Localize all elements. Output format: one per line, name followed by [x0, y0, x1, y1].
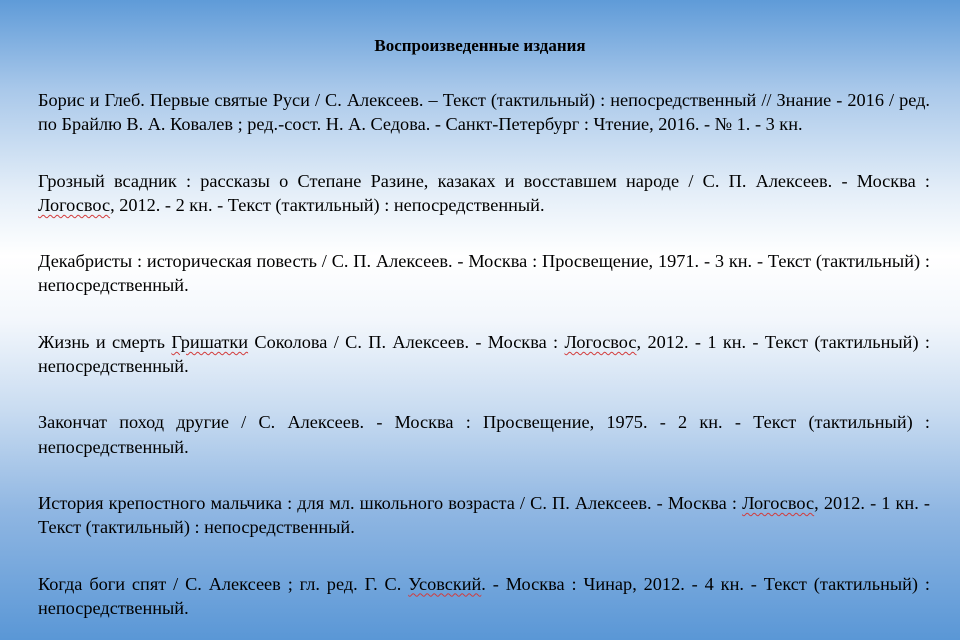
bibliography-entry [38, 330, 930, 379]
entry-text: Жизнь и смерть [38, 331, 172, 352]
entry-text: Борис и Глеб. Первые святые Руси / С. Алексеев. – Текст (тактильный) : непосредственный // Знание - 2016 / ред. по Брайлю В. А. Ковалев ; ред.-сост. Н. А. Седова. - Санкт-Петербург : Чтение, 2016. - № 1. - 3 кн. [38, 90, 930, 135]
bibliography-list [38, 88, 930, 620]
bibliography-entry [38, 572, 930, 621]
slide-title: Воспроизведенные издания [374, 36, 586, 55]
entry-text: Декабристы : историческая повесть / С. П. Алексеев. - Москва : Просвещение, 1971. - 3 кн. - Текст (тактильный) : непосредственный. [38, 251, 930, 296]
entry-text: Закончат поход другие / С. Алексеев. - Москва : Просвещение, 1975. - 2 кн. - Текст (тактильный) : непосредственный. [38, 412, 930, 457]
spellcheck-flagged-word: Логосвос [38, 194, 111, 215]
entry-text: , 2012. - 2 кн. - Текст (тактильный) : непосредственный. [110, 194, 545, 215]
spellcheck-flagged-word: Гришатки [171, 331, 249, 352]
entry-text: История крепостного мальчика : для мл. школьного возраста / С. П. Алексеев. - Москва : [38, 492, 743, 513]
entry-text: , 2012. - 1 кн. - Текст (тактильный) : непосредственный. [38, 492, 930, 538]
spellcheck-flagged-word: Логосвос [564, 331, 637, 352]
bibliography-entry [38, 491, 930, 540]
entry-text: , 2012. - 1 кн. - Текст (тактильный) : непосредственный. [38, 331, 930, 377]
entry-text: . - Москва : Чинар, 2012. - 4 кн. - Текст (тактильный) : непосредственный. [38, 573, 930, 618]
entry-text: Соколова / С. П. Алексеев. - Москва : [248, 331, 565, 352]
spellcheck-flagged-word: Усовский [408, 573, 482, 594]
bibliography-entry [38, 249, 930, 298]
bibliography-entry [38, 88, 930, 137]
bibliography-entry [38, 169, 930, 218]
entry-text: Когда боги спят / С. Алексеев ; гл. ред. Г. С. [38, 573, 409, 594]
entry-text: Грозный всадник : рассказы о Степане Разине, казаках и восставшем народе / С. П. Алексеев. - Москва : [38, 170, 930, 191]
spellcheck-flagged-word: Логосвос [742, 492, 815, 513]
bibliography-entry [38, 410, 930, 459]
